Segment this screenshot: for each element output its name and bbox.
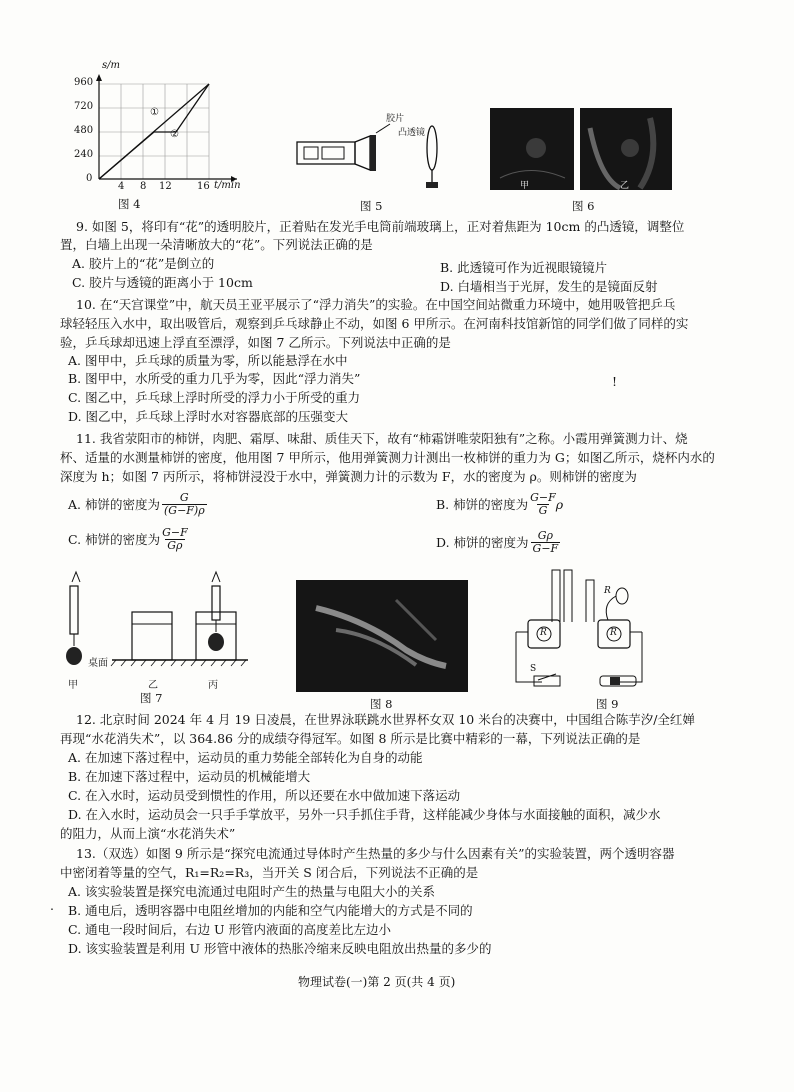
figure-9-circuit [512, 564, 652, 692]
q12-option-a: A. 在加速下落过程中，运动员的重力势能全部转化为自身的动能 [68, 750, 423, 765]
q10-option-b: B. 图甲中，水所受的重力几乎为零，因此“浮力消失” [68, 371, 361, 386]
q11-option-b [436, 492, 563, 517]
q11-stem-line3: 深度为 h；如图 7 丙所示，将柿饼浸没于水中，弹簧测力计的示数为 F，水的密度为 ρ。则柿饼的密度为 [60, 469, 637, 484]
q12-option-c: C. 在入水时，运动员受到惯性的作用，所以还要在水中做加速下落运动 [68, 788, 461, 803]
fig7-label-jia: 甲 [68, 680, 78, 691]
q13-option-a: A. 该实验装置是探究电流通过电阻时产生的热量与电阻大小的关系 [68, 884, 435, 899]
q12-stem-line2: 再现“水花消失术”，以 364.86 分的成绩夺得冠军。如图 8 所示是比赛中精彩的一幕，下列说法正确的是 [60, 731, 641, 746]
fig4-xtick: 4 [118, 181, 125, 192]
fig4-xtick: 12 [159, 181, 172, 192]
q13-stem-line2: 中密闭着等量的空气，R₁=R₂=R₃，当开关 S 闭合后，下列说法不正确的是 [60, 865, 479, 880]
fig4-ytick: 480 [74, 125, 94, 136]
q9-option-a: A. 胶片上的“花”是倒立的 [72, 256, 215, 271]
q11-b-denominator: G [538, 504, 548, 517]
q9-stem-line2: 置，白墙上出现一朵清晰放大的“花”。下列说法正确的是 [60, 237, 373, 252]
fig4-ylabel: s/m [102, 60, 120, 71]
fig9-caption: 图 9 [596, 697, 619, 711]
q11-option-a-fraction [162, 492, 207, 517]
fig4-ytick: 960 [74, 77, 94, 88]
q11-c-denominator: Gρ [167, 539, 183, 552]
q11-stem-line1: 11. 我省荥阳市的柿饼，肉肥、霜厚、味甜、质佳天下，故有“柿霜饼唯荥阳独有”之称。小霞用弹簧测力计、烧 [76, 431, 688, 446]
q10-option-a: A. 图甲中，乒乓球的质量为零，所以能悬浮在水中 [68, 353, 348, 368]
q12-option-b: B. 在加速下落过程中，运动员的机械能增大 [68, 769, 311, 784]
fig4-xtick: 16 [197, 181, 210, 192]
fig7-desk-label: 桌面 [88, 658, 108, 669]
fig9-label-switch: S [530, 664, 537, 674]
q13-stem-line1: 13.（双选）如图 9 所示是“探究电流通过导体时产生热量的多少与什么因素有关”的实验装置，两个透明容器 [76, 846, 675, 861]
q10-option-c: C. 图乙中，乒乓球上浮时所受的浮力小于所受的重力 [68, 390, 361, 405]
q9-option-d: D. 白墙相当于光屏，发生的是镜面反射 [440, 279, 658, 294]
q10-option-d: D. 图乙中，乒乓球上浮时水对容器底部的压强变大 [68, 409, 349, 424]
figure-8-photo [296, 580, 468, 692]
q11-option-d [436, 530, 560, 555]
figure-6-photo-right [580, 108, 672, 190]
fig6-label-left: 甲 [520, 181, 530, 191]
q11-c-numerator: G−F [162, 526, 188, 539]
q11-option-a-label: A. 柿饼的密度为 [68, 497, 160, 512]
fig5-label-lens: 凸透镜 [398, 128, 426, 138]
figure-6-photo-left [490, 108, 574, 190]
q12-option-d-line1: D. 在入水时，运动员会一只手手掌放平，另外一只手抓住手背，这样能减少身体与水面接触的面积，减少水 [68, 807, 661, 822]
fig9-label-r-right: R [610, 628, 617, 638]
fig5-caption: 图 5 [360, 199, 383, 213]
q9-stem-line1: 9. 如图 5，将印有“花”的透明胶片，正着贴在发光手电筒前端玻璃上，正对着焦距为 10cm 的凸透镜，调整位 [76, 219, 685, 234]
q11-option-b-label: B. 柿饼的密度为 [436, 497, 529, 512]
q10-stem-line3: 验，乒乓球却迅速上浮直至漂浮，如图 7 乙所示。下列说法中正确的是 [60, 335, 451, 350]
q11-option-d-fraction [531, 530, 561, 555]
fig4-line-label: ① [150, 107, 159, 118]
fig4-caption: 图 4 [118, 197, 141, 211]
fig5-label-film: 胶片 [386, 114, 405, 124]
q11-d-denominator: G−F [532, 542, 559, 555]
q11-d-numerator: Gρ [537, 529, 553, 542]
figure-4-graph [72, 60, 262, 202]
fig4-line-label: ② [170, 129, 179, 140]
fig9-label-r-top: R [604, 586, 611, 596]
q13-option-d: D. 该实验装置是利用 U 形管中液体的热胀冷缩来反映电阻放出热量的多少的 [68, 941, 492, 956]
q9-option-b: B. 此透镜可作为近视眼镜镜片 [440, 260, 608, 275]
q12-stem-line1: 12. 北京时间 2024 年 4 月 19 日凌晨，在世界泳联跳水世界杯女双 10 米台的决赛中，中国组合陈芋汐/全红婵 [76, 712, 695, 727]
fig6-caption: 图 6 [572, 199, 595, 213]
fig4-ytick: 240 [74, 149, 94, 160]
fig4-xtick: 8 [140, 181, 147, 192]
q13-option-c: C. 通电一段时间后，右边 U 形管内液面的高度差比左边小 [68, 922, 392, 937]
fig4-ytick: 720 [74, 101, 94, 112]
figure-5-flashlight [292, 114, 472, 193]
fig7-label-yi: 乙 [148, 680, 158, 691]
q11-stem-line2: 杯、适量的水测量柿饼的密度，他用图 7 甲所示，他用弹簧测力计测出一枚柿饼的重力为 G；如图乙所示，烧杯内水的 [60, 450, 715, 465]
figure-7-spring-scale [60, 568, 250, 691]
stray-mark: . [50, 898, 54, 913]
fig4-ytick: 0 [86, 173, 93, 184]
q11-a-numerator: G [179, 491, 189, 504]
fig4-xlabel: t/min [214, 180, 241, 191]
q11-option-c-fraction [162, 527, 188, 552]
q13-option-b: B. 通电后，透明容器中电阻丝增加的内能和空气内能增大的方式是不同的 [68, 903, 473, 918]
q10-stem-line1: 10. 在“天宫课堂”中，航天员王亚平展示了“浮力消失”的实验。在中国空间站微重力环境中，她用吸管把乒乓 [76, 297, 676, 312]
q11-b-rho: ρ [555, 497, 564, 512]
q11-option-c [68, 527, 188, 552]
fig9-label-r-left: R [540, 628, 547, 638]
fig7-label-bing: 丙 [208, 680, 218, 691]
q9-option-c: C. 胶片与透镜的距离小于 10cm [72, 275, 253, 290]
fig8-caption: 图 8 [370, 697, 393, 711]
q11-b-numerator: G−F [530, 491, 556, 504]
fig6-label-right: 乙 [620, 181, 630, 191]
stray-mark: ! [612, 374, 618, 389]
page-footer: 物理试卷(一)第 2 页(共 4 页) [298, 975, 456, 989]
q10-stem-line2: 球轻轻压入水中，取出吸管后，观察到乒乓球静止不动，如图 6 甲所示。在河南科技馆新馆的同学们做了同样的实 [60, 316, 689, 331]
q11-option-c-label: C. 柿饼的密度为 [68, 532, 161, 547]
q11-option-a [68, 492, 207, 517]
q11-a-denominator: (G−F)ρ [163, 504, 205, 517]
q12-option-d-line2: 的阻力，从而上演“水花消失术” [60, 826, 236, 841]
q11-option-d-label: D. 柿饼的密度为 [436, 535, 529, 550]
q11-option-b-fraction [530, 492, 556, 517]
fig7-caption: 图 7 [140, 691, 163, 705]
